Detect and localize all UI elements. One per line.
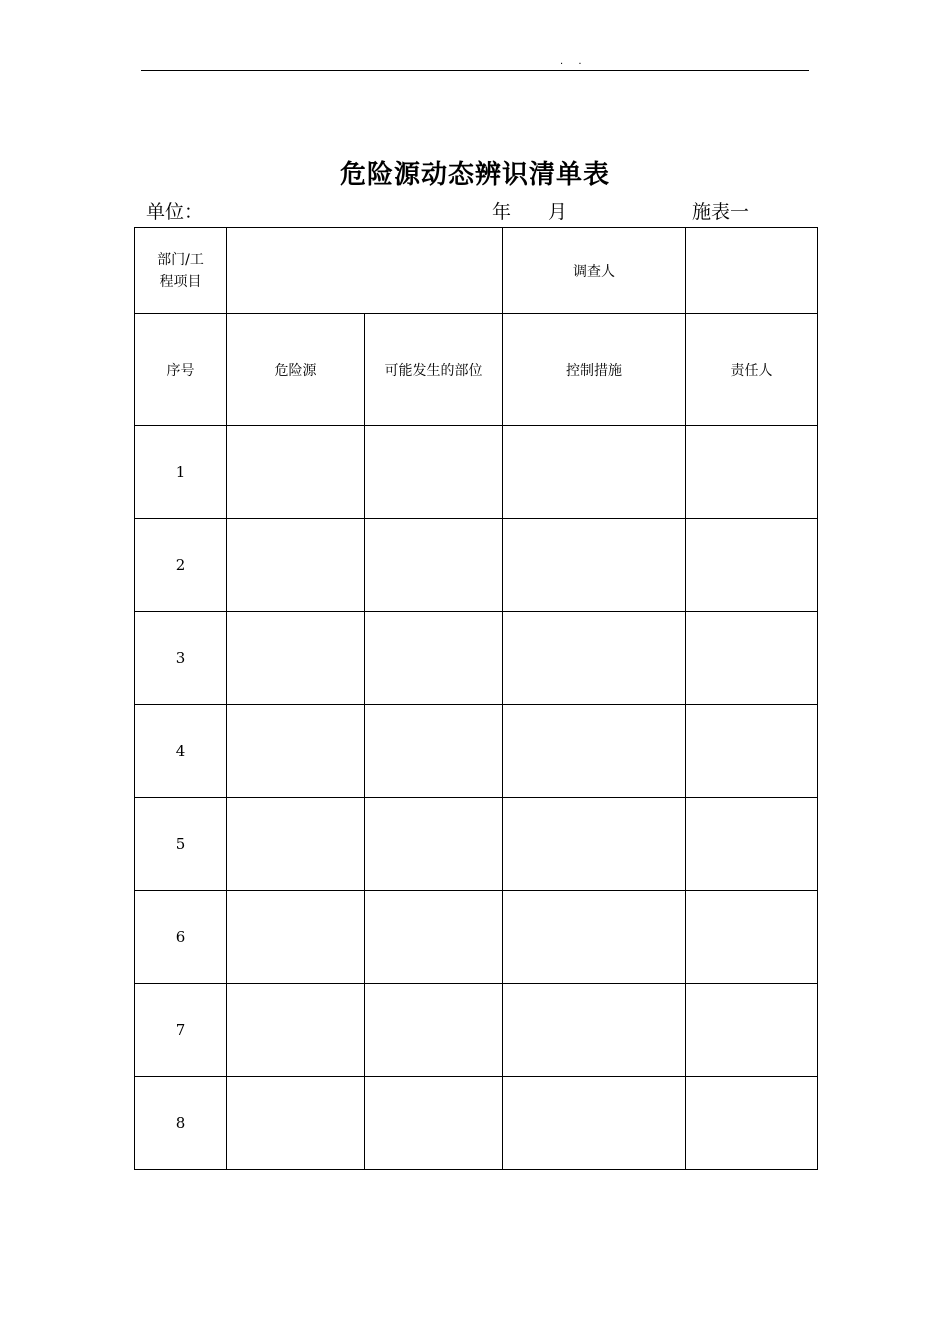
responsible-cell[interactable] — [686, 612, 818, 705]
row-number: 7 — [135, 984, 227, 1077]
form-number: 施表一 — [692, 201, 750, 223]
table-row — [135, 798, 818, 891]
investigator-label-cell: 调查人 — [503, 228, 686, 314]
month-label: 月 — [548, 201, 568, 223]
dept-label-cell — [135, 228, 227, 314]
control-cell[interactable] — [503, 984, 686, 1077]
row-number: 6 — [135, 891, 227, 984]
column-header-seq: 序号 — [135, 314, 227, 426]
column-header-hazard: 危险源 — [227, 314, 365, 426]
hazard-identification-table — [134, 227, 818, 1170]
dept-label-line1: 部门/工 — [157, 251, 204, 268]
hazard-cell[interactable] — [227, 1077, 365, 1170]
row-number: 8 — [135, 1077, 227, 1170]
control-cell[interactable] — [503, 426, 686, 519]
row-number: 4 — [135, 705, 227, 798]
dept-value-cell[interactable] — [227, 228, 503, 314]
control-cell[interactable] — [503, 519, 686, 612]
control-cell[interactable] — [503, 798, 686, 891]
location-cell[interactable] — [365, 519, 503, 612]
responsible-cell[interactable] — [686, 891, 818, 984]
location-cell[interactable] — [365, 612, 503, 705]
dept-row — [135, 228, 818, 314]
row-number: 3 — [135, 612, 227, 705]
table-row — [135, 519, 818, 612]
responsible-cell[interactable] — [686, 1077, 818, 1170]
header-rule — [141, 70, 809, 71]
control-cell[interactable] — [503, 612, 686, 705]
year-label: 年 — [492, 201, 512, 223]
location-cell[interactable] — [365, 984, 503, 1077]
table-row — [135, 426, 818, 519]
responsible-cell[interactable] — [686, 426, 818, 519]
unit-label: 单位： — [146, 201, 204, 223]
responsible-cell[interactable] — [686, 519, 818, 612]
table-row — [135, 612, 818, 705]
row-number: 1 — [135, 426, 227, 519]
location-cell[interactable] — [365, 705, 503, 798]
location-cell[interactable] — [365, 426, 503, 519]
responsible-cell[interactable] — [686, 705, 818, 798]
hazard-cell[interactable] — [227, 519, 365, 612]
control-cell[interactable] — [503, 705, 686, 798]
row-number: 5 — [135, 798, 227, 891]
table-row — [135, 984, 818, 1077]
location-cell[interactable] — [365, 1077, 503, 1170]
row-number: 2 — [135, 519, 227, 612]
location-cell[interactable] — [365, 798, 503, 891]
page-title: 危险源动态辨识清单表 — [339, 160, 610, 190]
header-dots: . . — [560, 56, 588, 67]
control-cell[interactable] — [503, 891, 686, 984]
hazard-cell[interactable] — [227, 612, 365, 705]
hazard-cell[interactable] — [227, 426, 365, 519]
table-row — [135, 1077, 818, 1170]
hazard-cell[interactable] — [227, 984, 365, 1077]
column-header-location: 可能发生的部位 — [365, 314, 503, 426]
column-header-responsible: 责任人 — [686, 314, 818, 426]
hazard-cell[interactable] — [227, 891, 365, 984]
location-cell[interactable] — [365, 891, 503, 984]
control-cell[interactable] — [503, 1077, 686, 1170]
dept-label-line2: 程项目 — [159, 273, 202, 290]
investigator-value-cell[interactable] — [686, 228, 818, 314]
responsible-cell[interactable] — [686, 984, 818, 1077]
column-header-control: 控制措施 — [503, 314, 686, 426]
hazard-cell[interactable] — [227, 705, 365, 798]
responsible-cell[interactable] — [686, 798, 818, 891]
table-row — [135, 705, 818, 798]
hazard-cell[interactable] — [227, 798, 365, 891]
header-row — [135, 314, 818, 426]
table-row — [135, 891, 818, 984]
